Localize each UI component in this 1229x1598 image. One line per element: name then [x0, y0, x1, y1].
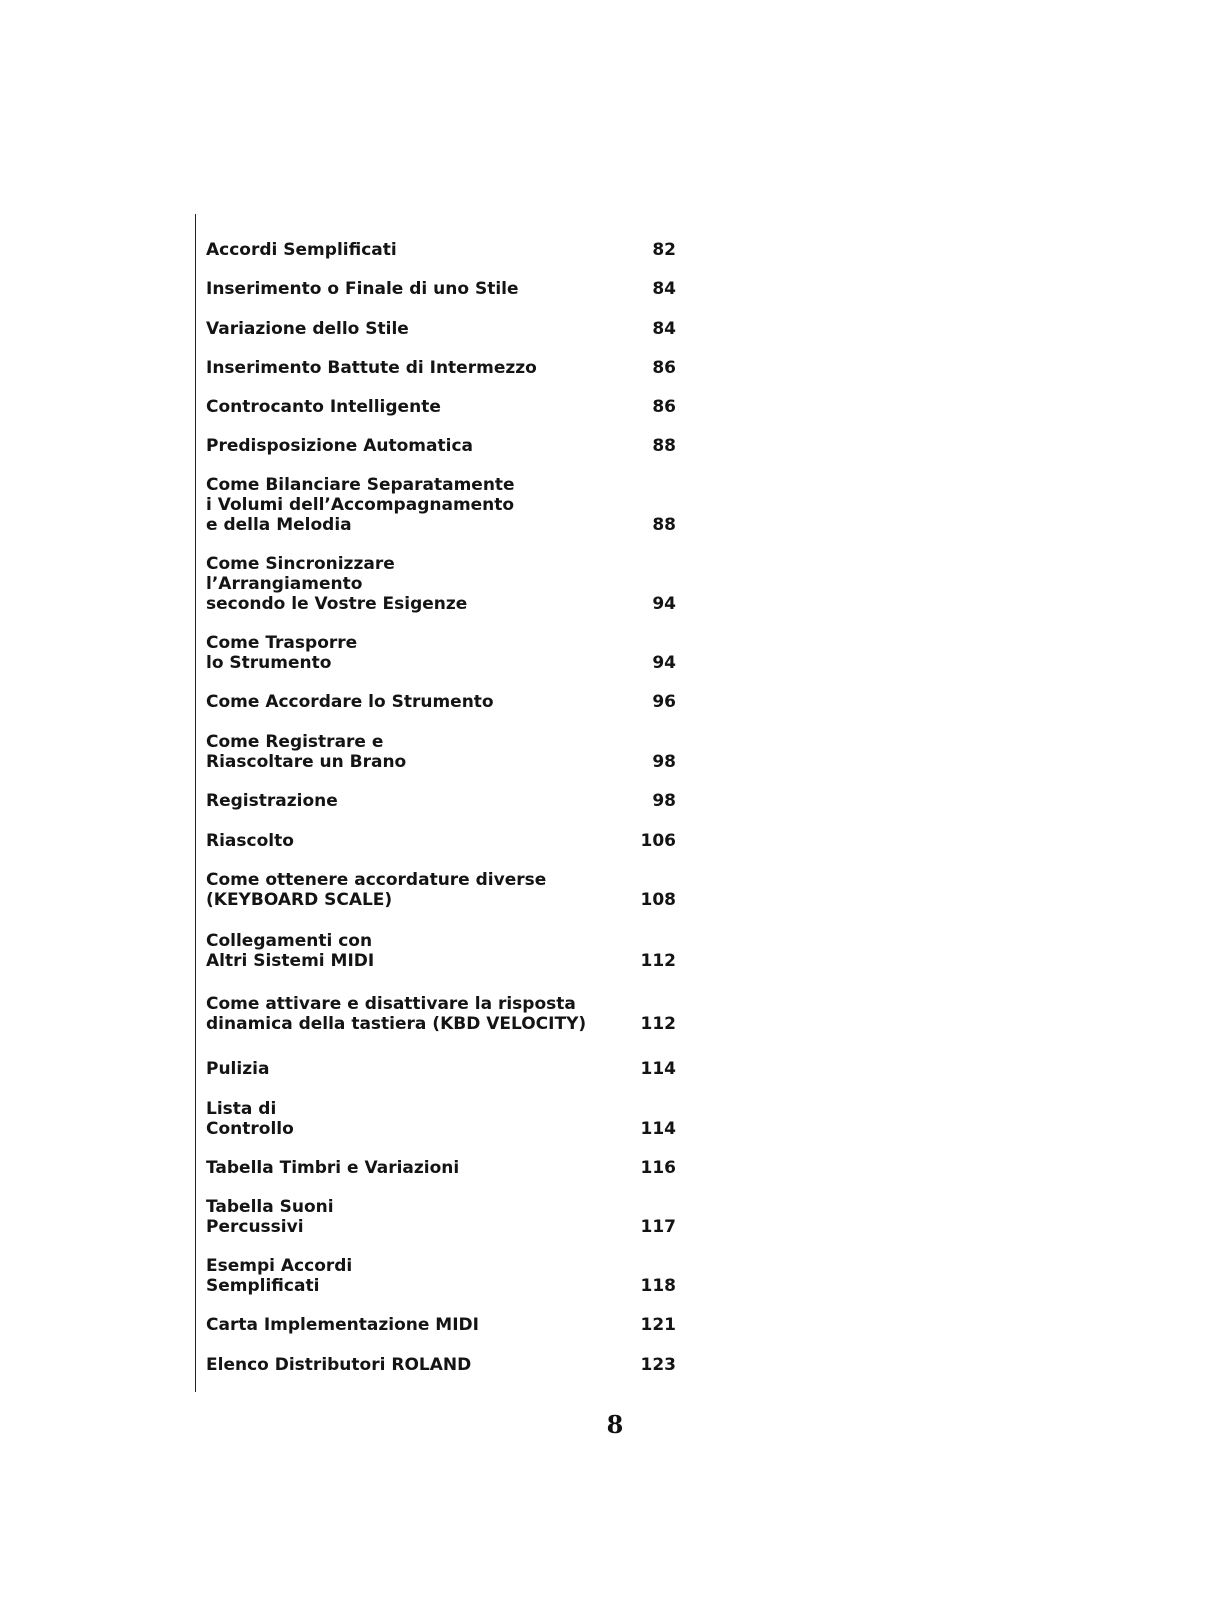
toc-entry-page: 112 — [640, 1014, 676, 1034]
toc-entry — [206, 397, 676, 417]
toc-entry — [206, 279, 676, 299]
toc-entry — [206, 319, 676, 339]
toc-entry — [206, 633, 676, 673]
toc-entry-page: 82 — [652, 240, 676, 260]
toc-entry — [206, 870, 676, 910]
toc-entry — [206, 475, 676, 535]
toc-entry — [206, 931, 676, 971]
toc-entry-title: Riascolto — [206, 831, 294, 851]
toc-entry-page: 121 — [640, 1315, 676, 1335]
toc-entry-title: Controcanto Intelligente — [206, 397, 441, 417]
toc-entry-title: Variazione dello Stile — [206, 319, 409, 339]
toc-entry-page: 106 — [640, 831, 676, 851]
toc-entry — [206, 791, 676, 811]
toc-entry — [206, 358, 676, 378]
page-number: 8 — [606, 1410, 624, 1439]
toc-entry — [206, 1059, 676, 1079]
toc-entry — [206, 240, 676, 260]
toc-entry — [206, 692, 676, 712]
toc-entry-title: Accordi Semplificati — [206, 240, 397, 260]
toc-entry-title: Tabella Timbri e Variazioni — [206, 1158, 460, 1178]
toc-entry-title: Elenco Distributori ROLAND — [206, 1355, 472, 1375]
toc-entry-page: 88 — [652, 515, 676, 535]
toc-entry-title: Come Sincronizzare l’Arrangiamento secondo le Vostre Esigenze — [206, 554, 468, 614]
toc-entry-title: Carta Implementazione MIDI — [206, 1315, 479, 1335]
toc-entry — [206, 1355, 676, 1375]
toc-entry-page: 98 — [652, 752, 676, 772]
toc-entry-title: Esempi Accordi Semplificati — [206, 1256, 353, 1296]
table-of-contents — [206, 240, 676, 1375]
toc-entry-title: Come Registrare e Riascoltare un Brano — [206, 732, 407, 772]
toc-entry-page: 86 — [652, 358, 676, 378]
toc-entry-page: 86 — [652, 397, 676, 417]
toc-entry-title: Come Accordare lo Strumento — [206, 692, 494, 712]
toc-entry-title: Come Trasporre lo Strumento — [206, 633, 358, 673]
toc-entry-page: 118 — [640, 1276, 676, 1296]
toc-entry-title: Inserimento Battute di Intermezzo — [206, 358, 537, 378]
toc-entry-title: Registrazione — [206, 791, 338, 811]
toc-entry — [206, 1256, 676, 1296]
toc-entry-page: 108 — [640, 890, 676, 910]
toc-entry-title: Come Bilanciare Separatamente i Volumi dell’Accompagnamento e della Melodia — [206, 475, 515, 535]
toc-entry-page: 88 — [652, 436, 676, 456]
toc-entry — [206, 994, 676, 1034]
toc-entry — [206, 732, 676, 772]
toc-entry — [206, 831, 676, 851]
toc-vertical-rule — [195, 214, 196, 1392]
toc-entry-title: Inserimento o Finale di uno Stile — [206, 279, 519, 299]
toc-entry-title: Predisposizione Automatica — [206, 436, 473, 456]
toc-entry-title: Pulizia — [206, 1059, 270, 1079]
toc-entry-title: Come attivare e disattivare la risposta dinamica della tastiera (KBD VELOCITY) — [206, 994, 587, 1034]
toc-entry — [206, 554, 676, 614]
toc-entry-title: Come ottenere accordature diverse (KEYBOARD SCALE) — [206, 870, 547, 910]
toc-entry-page: 84 — [652, 319, 676, 339]
toc-entry-page: 123 — [640, 1355, 676, 1375]
toc-entry-page: 114 — [640, 1119, 676, 1139]
toc-entry — [206, 1099, 676, 1139]
toc-entry-title: Collegamenti con Altri Sistemi MIDI — [206, 931, 375, 971]
toc-entry — [206, 1158, 676, 1178]
toc-entry-page: 94 — [652, 594, 676, 614]
toc-entry — [206, 1197, 676, 1237]
toc-entry-page: 112 — [640, 951, 676, 971]
toc-entry-page: 84 — [652, 279, 676, 299]
toc-entry-page: 116 — [640, 1158, 676, 1178]
toc-entry-page: 98 — [652, 791, 676, 811]
toc-entry-page: 114 — [640, 1059, 676, 1079]
toc-entry-page: 96 — [652, 692, 676, 712]
toc-entry-page: 117 — [640, 1217, 676, 1237]
toc-entry-page: 94 — [652, 653, 676, 673]
toc-entry — [206, 1315, 676, 1335]
toc-entry — [206, 436, 676, 456]
toc-entry-title: Tabella Suoni Percussivi — [206, 1197, 334, 1237]
toc-entry-title: Lista di Controllo — [206, 1099, 294, 1139]
